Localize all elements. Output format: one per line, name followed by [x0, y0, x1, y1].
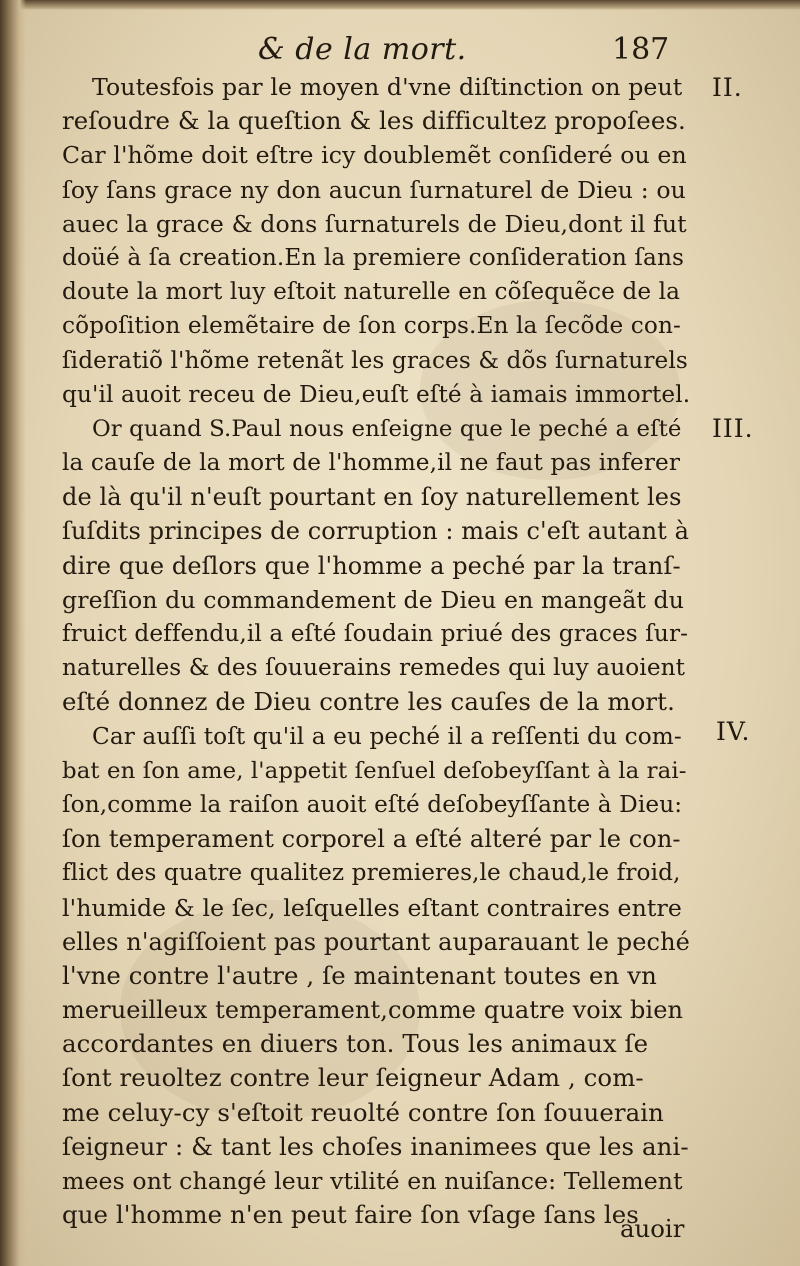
text-line: elles n'agiſſoient pas pourtant auparauant le peché	[62, 927, 690, 956]
text-line: cõpoſition elemẽtaire de ſon corps.En la ſecõde con-	[62, 312, 681, 340]
page-top-edge	[0, 0, 800, 10]
text-line: ſideratiõ l'hõme retenãt les graces & dõs ſurnaturels	[62, 346, 688, 374]
text-line: ſoy ſans grace ny don aucun ſurnaturel de Dieu : ou	[62, 175, 686, 204]
text-line: doute la mort luy eſtoit naturelle en cõſequẽce de la	[62, 278, 681, 306]
catchword: auoir	[620, 1214, 685, 1243]
text-line: dire que deſlors que l'homme a peché par la tranſ-	[62, 551, 681, 580]
text-line: naturelles & des ſouuerains remedes qui luy auoient	[62, 654, 686, 682]
text-line: ſont reuoltez contre leur ſeigneur Adam , com-	[62, 1063, 644, 1093]
text-line: qu'il auoit receu de Dieu,euſt eſté à iamais immortel.	[62, 380, 691, 408]
binding-gutter	[0, 0, 26, 1266]
running-head	[0, 26, 800, 70]
text-line: merueilleux temperament,comme quatre voix bien	[62, 996, 684, 1025]
marginal-number: II.	[712, 73, 743, 102]
text-line: bat en ſon ame, l'appetit ſenſuel deſobeyſſant à la rai-	[62, 757, 687, 784]
text-line: fruict deffendu,il a eſté ſoudain priué des graces ſur-	[62, 620, 689, 647]
text-line: greſſion du commandement de Dieu en mangeãt du	[62, 585, 685, 614]
text-line: l'humide & le ſec, leſquelles eſtant contraires entre	[62, 893, 682, 922]
text-line: Or quand S.Paul nous enſeigne que le peché a eſté	[92, 415, 682, 442]
text-line: l'vne contre l'autre , ſe maintenant toutes en vn	[62, 960, 657, 990]
text-line: de là qu'il n'euſt pourtant en ſoy naturellement les	[62, 483, 682, 512]
page-number: 187	[612, 32, 670, 67]
text-line: accordantes en diuers ton. Tous les animaux ſe	[62, 1029, 649, 1059]
text-line: mees ont changé leur vtilité en nuiſance: Tellement	[62, 1167, 683, 1195]
text-line: Toutesfois par le moyen d'vne diſtinction on peut	[92, 73, 683, 101]
text-line: ſon,comme la raiſon auoit eſté deſobeyſſante à Dieu:	[62, 790, 683, 818]
text-line: Car l'hõme doit eſtre icy doublemẽt conſideré ou en	[62, 141, 687, 170]
body-text	[62, 70, 690, 1232]
text-line: Car auſſi toſt qu'il a eu peché il a reſſenti du com-	[92, 722, 682, 750]
text-line: ſuſdits principes de corruption : mais c'eſt autant à	[62, 517, 690, 546]
text-line: flict des quatre qualitez premieres,le chaud,le froid,	[62, 859, 681, 887]
text-line: eſté donnez de Dieu contre les cauſes de la mort.	[62, 687, 675, 717]
text-line: reſoudre & la queſtion & les difficultez propoſees.	[62, 106, 686, 136]
text-line: doüé à ſa creation.En la premiere conſideration ſans	[62, 243, 685, 271]
marginal-number: IV.	[716, 717, 751, 746]
text-line: me celuy-cy s'eſtoit reuolté contre ſon ſouuerain	[62, 1097, 664, 1127]
text-line: ſeigneur : & tant les choſes inanimees que les ani-	[62, 1131, 689, 1161]
text-line: ſon temperament corporel a eſté alteré par le con-	[62, 825, 681, 854]
text-line: auec la grace & dons ſurnaturels de Dieu,dont il fut	[62, 209, 687, 238]
marginal-number: III.	[712, 414, 754, 443]
text-line: que l'homme n'en peut faire ſon vſage ſans les	[62, 1200, 639, 1230]
running-head-title: & de la mort.	[258, 32, 467, 67]
text-line: la cauſe de la mort de l'homme,il ne faut pas inferer	[62, 449, 681, 477]
